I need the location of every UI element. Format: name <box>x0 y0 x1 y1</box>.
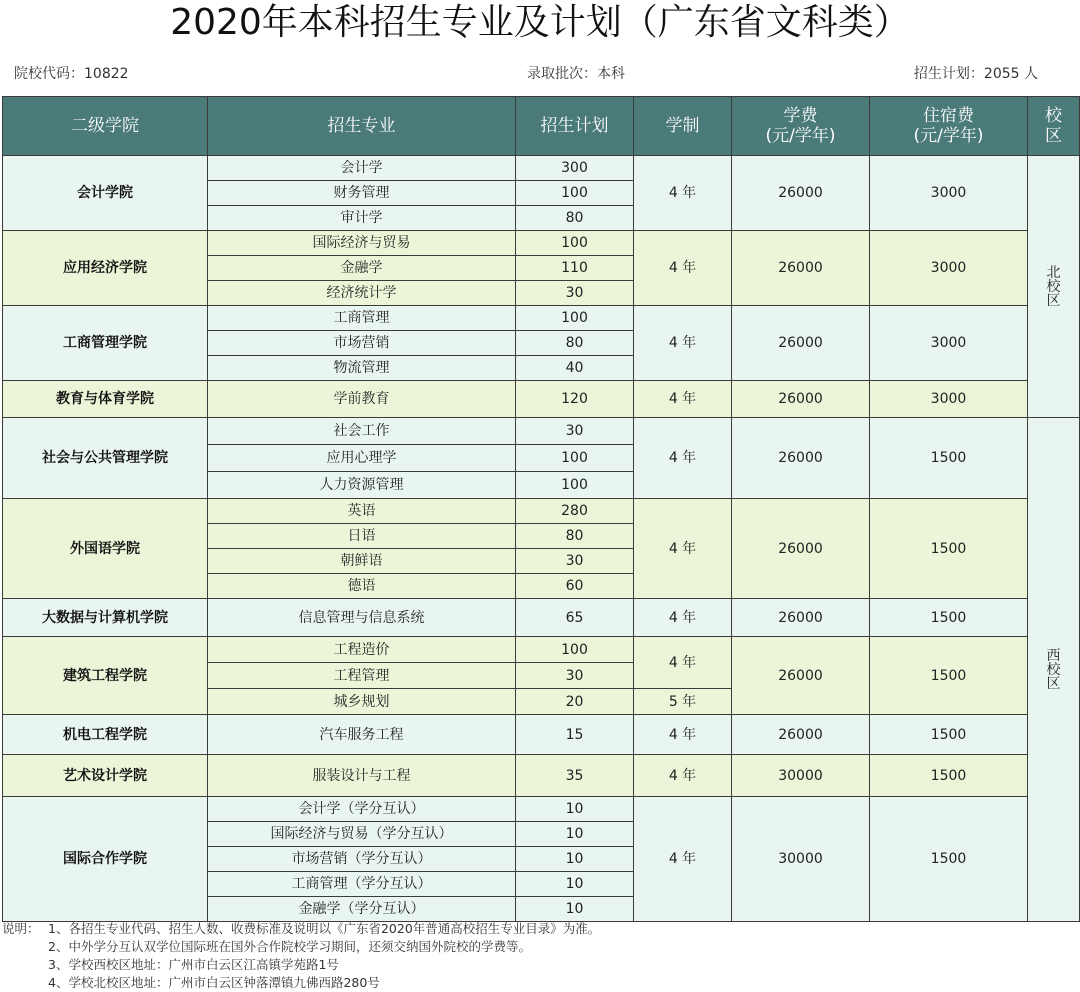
note-row <box>0 938 1080 956</box>
header-years: 学制 <box>634 97 732 156</box>
major-plan: 100 <box>516 181 634 206</box>
campus-north-char: 北 <box>1046 264 1061 281</box>
note-item: 1、各招生专业代码、招生人数、收费标准及说明以《广东省2020年普通高校招生专业目录》为准。 <box>48 921 601 936</box>
major-plan: 20 <box>516 689 634 715</box>
table-row <box>3 231 1080 256</box>
college-name: 大数据与计算机学院 <box>3 599 208 637</box>
college-name: 外国语学院 <box>3 499 208 599</box>
major-plan: 60 <box>516 574 634 599</box>
header-row <box>3 97 1080 156</box>
header-tuition <box>732 97 870 156</box>
campus-west <box>1028 418 1080 922</box>
tuition: 26000 <box>732 715 870 755</box>
note-item: 3、学校西校区地址：广州市白云区江高镇学苑路1号 <box>48 957 339 972</box>
table-row <box>3 418 1080 445</box>
campus-north-char: 区 <box>1046 292 1061 309</box>
major-plan: 80 <box>516 206 634 231</box>
tuition: 26000 <box>732 637 870 715</box>
header-tuition-line1: 学费 <box>783 106 818 126</box>
dorm-fee: 1500 <box>870 499 1028 599</box>
major-plan: 100 <box>516 445 634 472</box>
dorm-fee: 1500 <box>870 418 1028 499</box>
major-name: 德语 <box>208 574 516 599</box>
note-row <box>0 956 1080 974</box>
enrollment-table <box>2 96 1080 922</box>
college-name: 应用经济学院 <box>3 231 208 306</box>
header-campus-line1: 校 <box>1045 106 1062 126</box>
table-row <box>3 715 1080 755</box>
campus-north-char: 校 <box>1046 278 1061 295</box>
major-plan: 280 <box>516 499 634 524</box>
table-body <box>3 156 1080 922</box>
dorm-fee: 1500 <box>870 599 1028 637</box>
tuition: 26000 <box>732 418 870 499</box>
major-name: 国际经济与贸易 <box>208 231 516 256</box>
major-plan: 40 <box>516 356 634 381</box>
tuition: 26000 <box>732 156 870 231</box>
major-name: 金融学 <box>208 256 516 281</box>
table-row <box>3 797 1080 822</box>
tuition: 26000 <box>732 306 870 381</box>
major-plan: 15 <box>516 715 634 755</box>
major-plan: 10 <box>516 897 634 922</box>
table-row <box>3 306 1080 331</box>
notes <box>0 920 1080 992</box>
header-major: 招生专业 <box>208 97 516 156</box>
dorm-fee: 1500 <box>870 797 1028 922</box>
major-name: 人力资源管理 <box>208 472 516 499</box>
major-name: 会计学 <box>208 156 516 181</box>
major-name: 信息管理与信息系统 <box>208 599 516 637</box>
major-plan: 10 <box>516 872 634 897</box>
major-plan: 100 <box>516 472 634 499</box>
major-name: 财务管理 <box>208 181 516 206</box>
header-dorm-line1: 住宿费 <box>923 106 974 126</box>
college-name: 会计学院 <box>3 156 208 231</box>
school-code: 院校代码：10822 <box>14 66 129 82</box>
college-name: 艺术设计学院 <box>3 755 208 797</box>
years: 4 年 <box>634 499 732 599</box>
major-plan: 100 <box>516 637 634 663</box>
dorm-fee: 3000 <box>870 306 1028 381</box>
major-plan: 10 <box>516 822 634 847</box>
major-plan: 300 <box>516 156 634 181</box>
major-name: 服装设计与工程 <box>208 755 516 797</box>
major-name: 市场营销 <box>208 331 516 356</box>
tuition: 30000 <box>732 755 870 797</box>
major-name: 学前教育 <box>208 381 516 418</box>
major-plan: 100 <box>516 306 634 331</box>
note-item: 4、学校北校区地址：广州市白云区钟落潭镇九佛西路280号 <box>48 975 380 990</box>
major-name: 会计学（学分互认） <box>208 797 516 822</box>
dorm-fee: 1500 <box>870 755 1028 797</box>
header-campus-line2: 区 <box>1045 126 1062 146</box>
years: 4 年 <box>634 418 732 499</box>
major-name: 市场营销（学分互认） <box>208 847 516 872</box>
major-name: 物流管理 <box>208 356 516 381</box>
major-name: 汽车服务工程 <box>208 715 516 755</box>
college-name: 国际合作学院 <box>3 797 208 922</box>
campus-west-char: 西 <box>1046 647 1061 664</box>
campus-north <box>1028 156 1080 418</box>
header-campus <box>1028 97 1080 156</box>
tuition: 26000 <box>732 599 870 637</box>
tuition: 30000 <box>732 797 870 922</box>
major-plan: 30 <box>516 418 634 445</box>
plan-total: 招生计划：2055 人 <box>913 66 1038 82</box>
major-name: 工商管理（学分互认） <box>208 872 516 897</box>
major-plan: 10 <box>516 847 634 872</box>
table-row <box>3 755 1080 797</box>
major-name: 工商管理 <box>208 306 516 331</box>
years: 4 年 <box>634 231 732 306</box>
major-name: 审计学 <box>208 206 516 231</box>
major-plan: 100 <box>516 231 634 256</box>
note-row <box>0 920 1080 938</box>
header-plan: 招生计划 <box>516 97 634 156</box>
major-plan: 110 <box>516 256 634 281</box>
major-plan: 35 <box>516 755 634 797</box>
tuition: 26000 <box>732 499 870 599</box>
major-plan: 80 <box>516 524 634 549</box>
years: 4 年 <box>634 755 732 797</box>
major-name: 工程管理 <box>208 663 516 689</box>
years: 4 年 <box>634 797 732 922</box>
admission-batch: 录取批次：本科 <box>527 66 625 82</box>
years: 5 年 <box>634 689 732 715</box>
major-plan: 120 <box>516 381 634 418</box>
major-name: 城乡规划 <box>208 689 516 715</box>
header-tuition-line2: (元/学年) <box>765 126 836 146</box>
header-dorm-line2: (元/学年) <box>913 126 984 146</box>
major-plan: 10 <box>516 797 634 822</box>
header-college: 二级学院 <box>3 97 208 156</box>
note-row <box>0 974 1080 992</box>
major-plan: 30 <box>516 281 634 306</box>
major-plan: 80 <box>516 331 634 356</box>
tuition: 26000 <box>732 381 870 418</box>
college-name: 教育与体育学院 <box>3 381 208 418</box>
years: 4 年 <box>634 156 732 231</box>
header-dorm <box>870 97 1028 156</box>
note-item: 2、中外学分互认双学位国际班在国外合作院校学习期间，还须交纳国外院校的学费等。 <box>48 939 531 954</box>
table-row <box>3 637 1080 663</box>
years: 4 年 <box>634 637 732 689</box>
dorm-fee: 1500 <box>870 715 1028 755</box>
major-name: 应用心理学 <box>208 445 516 472</box>
college-name: 建筑工程学院 <box>3 637 208 715</box>
major-name: 社会工作 <box>208 418 516 445</box>
table-row <box>3 499 1080 524</box>
major-name: 日语 <box>208 524 516 549</box>
major-name: 英语 <box>208 499 516 524</box>
major-name: 经济统计学 <box>208 281 516 306</box>
major-name: 工程造价 <box>208 637 516 663</box>
years: 4 年 <box>634 715 732 755</box>
tuition: 26000 <box>732 231 870 306</box>
college-name: 社会与公共管理学院 <box>3 418 208 499</box>
dorm-fee: 3000 <box>870 381 1028 418</box>
major-plan: 30 <box>516 663 634 689</box>
campus-west-char: 区 <box>1046 675 1061 692</box>
college-name: 机电工程学院 <box>3 715 208 755</box>
major-name: 金融学（学分互认） <box>208 897 516 922</box>
campus-west-char: 校 <box>1046 661 1061 678</box>
major-plan: 65 <box>516 599 634 637</box>
dorm-fee: 1500 <box>870 637 1028 715</box>
table-row <box>3 381 1080 418</box>
dorm-fee: 3000 <box>870 156 1028 231</box>
table-row <box>3 156 1080 181</box>
notes-label: 说明： <box>2 921 40 936</box>
years: 4 年 <box>634 381 732 418</box>
page-title: 2020年本科招生专业及计划（广东省文科类） <box>170 2 910 43</box>
table-row <box>3 599 1080 637</box>
major-name: 国际经济与贸易（学分互认） <box>208 822 516 847</box>
years: 4 年 <box>634 306 732 381</box>
major-plan: 30 <box>516 549 634 574</box>
college-name: 工商管理学院 <box>3 306 208 381</box>
major-name: 朝鲜语 <box>208 549 516 574</box>
dorm-fee: 3000 <box>870 231 1028 306</box>
years: 4 年 <box>634 599 732 637</box>
